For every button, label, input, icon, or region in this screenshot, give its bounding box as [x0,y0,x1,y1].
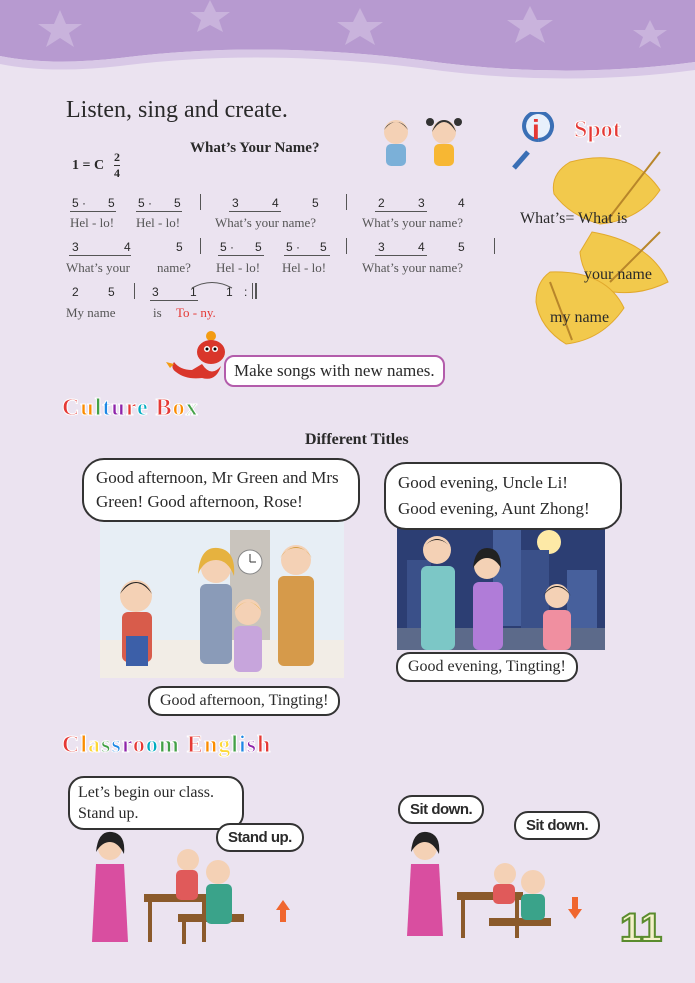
teacher-bubble-2: Sit down. [398,795,484,824]
heading-letter: r [125,395,137,421]
note: 5 · [72,196,87,210]
bar-line [346,194,347,210]
speech-bubble-left: Good afternoon, Mr Green and Mrs Green! Good afternoon, Rose! [82,458,360,522]
heading-letter: g [218,732,232,758]
heading-letter: u [80,395,95,421]
note: 5 · [220,240,235,254]
lyric: name? [157,260,191,275]
heading-letter: r [121,732,133,758]
ispot-title: Spot [574,117,621,143]
bar-line [200,238,201,254]
heading-letter: s [246,732,257,758]
repeat-sign: : [244,285,248,299]
lyric: Hel - lo! [282,260,327,275]
beam [69,255,131,256]
reply-bubble-right: Good evening, Tingting! [396,652,578,682]
ispot-i: i [532,114,540,145]
beam [150,300,198,301]
teacher-bubble-1 [68,776,244,830]
heading-letter: o [172,395,186,421]
heading-letter: C [62,395,81,421]
ispot-word-1: What’s= What is [520,210,628,227]
culture-subtitle: Different Titles [305,431,409,448]
heading-letter: e [136,395,149,421]
beam [284,255,330,256]
beam [229,211,281,212]
heading-word [187,732,271,758]
beam [70,211,116,212]
beam [375,211,427,212]
tie [190,279,234,289]
note: 1 [190,285,197,299]
reply-bubble-left: Good afternoon, Tingting! [148,686,340,716]
bar-line-thick [255,283,257,299]
beam [375,255,427,256]
heading-letter: B [155,395,173,421]
heading-letter: l [231,732,239,758]
heading-letter: x [185,395,199,421]
note: 4 [418,240,425,254]
bubble-line: Good evening, Aunt Zhong! [398,499,590,518]
note: 3 [418,196,425,210]
heading-letter: E [186,732,204,758]
students-bubble-2: Sit down. [514,811,600,840]
heading-letter: o [145,732,159,758]
heading-word [156,395,199,421]
lyric: What’s your name? [362,215,464,230]
lyric: Hel - lo! [136,215,181,230]
note: 3 [378,240,385,254]
classroom-english-heading [62,732,271,759]
note: 3 [232,196,239,210]
song-title: What’s Your Name? [190,140,320,156]
evening-scene [397,520,605,650]
lyric: What’s your name? [215,215,317,230]
bar-line [200,194,201,210]
bar-line [134,283,135,299]
bubble-line: Let’s begin our class. [78,784,214,801]
time-top: 2 [114,150,120,164]
note: 5 [108,196,115,210]
lyric: Hel - lo! [70,215,115,230]
bubble-line: Stand up. [78,805,139,822]
key-signature: 1 = C [72,158,105,173]
bar-line [494,238,495,254]
note: 2 [378,196,385,210]
lyric: Hel - lo! [216,260,261,275]
bar-line [252,283,253,299]
heading-letter: n [203,732,219,758]
beam [218,255,264,256]
note: 5 [174,196,181,210]
note: 4 [272,196,279,210]
note: 4 [458,196,465,210]
heading-letter: u [111,395,126,421]
time-signature [114,150,120,181]
classroom-scene-sit-down [405,830,555,940]
heading-letter: C [62,732,81,758]
ispot-word-2: your name [584,266,652,283]
heading-word [62,395,149,421]
heading-letter: l [80,732,89,758]
note: 5 [108,285,115,299]
heading-word [62,732,180,758]
heading-letter: t [102,395,112,421]
ispot-word-3: my name [550,309,610,326]
heading-letter: o [132,732,146,758]
time-bottom: 4 [114,166,120,180]
afternoon-scene [100,520,344,678]
students-bubble-1: Stand up. [216,823,304,852]
lyric: My name [66,305,116,320]
culture-box-heading [62,395,199,422]
dragon-mascot [166,328,228,386]
heading-letter: i [238,732,247,758]
note: 5 · [138,196,153,210]
speech-bubble-right [384,462,622,530]
lyric-name: To - ny. [176,305,216,320]
note: 5 [312,196,319,210]
boy-girl-illustration [378,112,468,168]
page-number: 11 [620,906,663,950]
lyric: What’s your [66,260,130,275]
beam [136,211,182,212]
note: 5 [176,240,183,254]
bubble-line: Good evening, Uncle Li! [398,473,568,492]
heading-letter: s [111,732,122,758]
heading-letter: s [101,732,112,758]
arrow-up-icon [276,900,290,922]
note: 3 [152,285,159,299]
bar-line [346,238,347,254]
heading-letter: m [158,732,180,758]
arrow-down-icon [568,897,582,919]
song-heading: Listen, sing and create. [66,97,288,123]
note: 3 [72,240,79,254]
note: 4 [124,240,131,254]
lyric: is [153,305,162,320]
prompt-bubble: Make songs with new names. [224,355,445,387]
note: 5 [255,240,262,254]
note: 1 [226,285,233,299]
note: 2 [72,285,79,299]
header-band [0,0,695,95]
heading-letter: l [94,395,103,421]
note: 5 [320,240,327,254]
note: 5 · [286,240,301,254]
heading-letter: a [88,732,102,758]
note: 5 [458,240,465,254]
lyric: What’s your name? [362,260,464,275]
heading-letter: h [256,732,272,758]
